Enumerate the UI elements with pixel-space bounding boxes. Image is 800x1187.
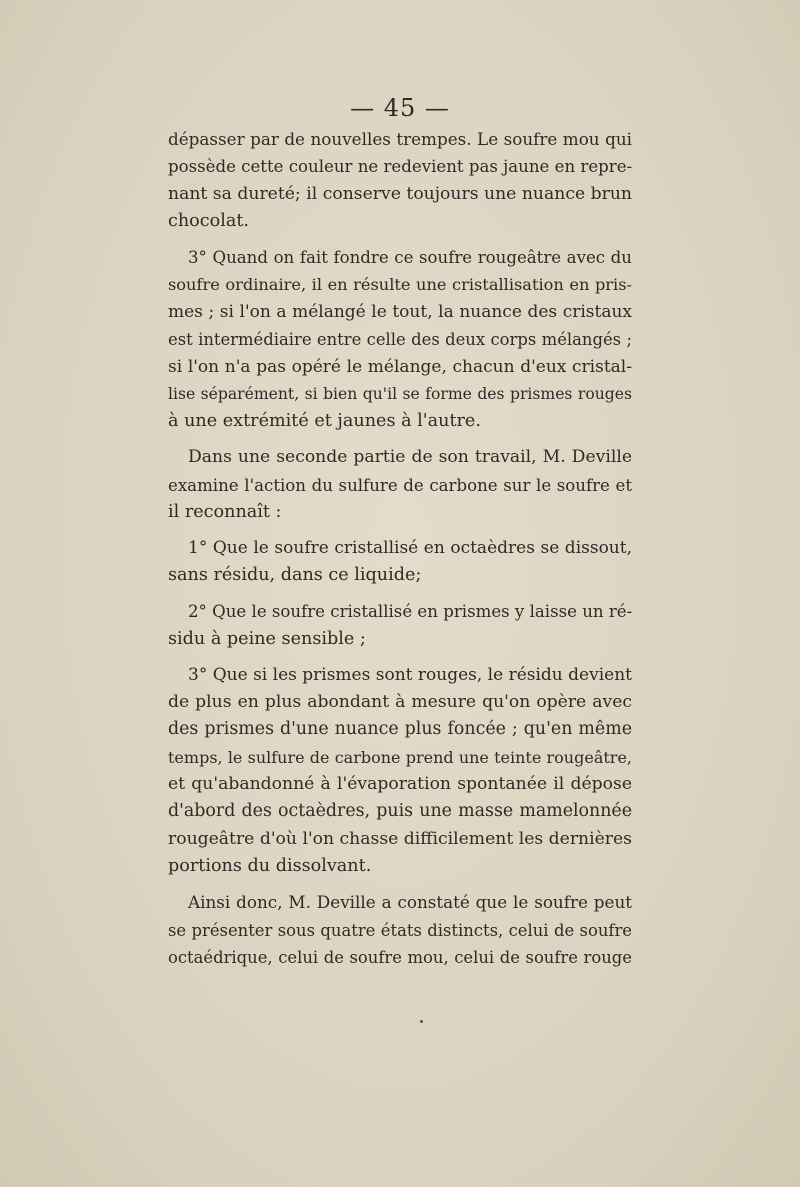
text-line: est intermédiaire entre celle des deux corps mélangés ; bbox=[168, 330, 632, 350]
text-line: chocolat. bbox=[168, 211, 250, 232]
text-line: soufre ordinaire, il en résulte une cristallisation en pris- bbox=[168, 275, 632, 295]
text-line: il reconnaît : bbox=[168, 502, 282, 523]
text-line: examine l'action du sulfure de carbone sur le soufre et bbox=[168, 475, 632, 495]
page-number: — 45 — bbox=[350, 94, 450, 122]
text-line: 3° Quand on fait fondre ce soufre rougeâtre avec du bbox=[188, 248, 632, 268]
text-line: de plus en plus abondant à mesure qu'on opère avec bbox=[168, 691, 632, 712]
text-line: 2° Que le soufre cristallisé en prismes y laisse un ré- bbox=[188, 602, 633, 622]
body-text bbox=[168, 126, 632, 971]
text-line: Ainsi donc, M. Deville a constaté que le soufre peut bbox=[188, 892, 632, 913]
text-line: Dans une seconde partie de son travail, M. Deville bbox=[188, 447, 632, 468]
text-line: nant sa dureté; il conserve toujours une nuance brun bbox=[168, 183, 632, 204]
text-line: 1° Que le soufre cristallisé en octaèdres se dissout, bbox=[188, 537, 632, 558]
text-line: mes ; si l'on a mélangé le tout, la nuance des cristaux bbox=[168, 301, 632, 322]
text-line: lise séparément, si bien qu'il se forme des prismes rouges bbox=[168, 385, 632, 404]
text-line: à une extrémité et jaunes à l'autre. bbox=[168, 411, 481, 432]
text-line: octaédrique, celui de soufre mou, celui de soufre rouge bbox=[168, 947, 632, 967]
text-line: dépasser par de nouvelles trempes. Le soufre mou qui bbox=[168, 129, 632, 149]
text-line: rougeâtre d'où l'on chasse difficilement les dernières bbox=[168, 828, 632, 849]
text-line: se présenter sous quatre états distincts, celui de soufre bbox=[168, 920, 632, 940]
text-line: possède cette couleur ne redevient pas jaune en repre- bbox=[168, 157, 633, 177]
text-line: des prismes d'une nuance plus foncée ; qu'en même bbox=[168, 719, 632, 740]
text-line: si l'on n'a pas opéré le mélange, chacun d'eux cristal- bbox=[168, 356, 632, 377]
text-line: d'abord des octaèdres, puis une masse mamelonnée bbox=[168, 801, 632, 822]
text-line: sans résidu, dans ce liquide; bbox=[168, 565, 422, 586]
text-line: portions du dissolvant. bbox=[168, 856, 372, 877]
text-line: et qu'abandonné à l'évaporation spontanée il dépose bbox=[168, 774, 632, 795]
paper-speck bbox=[420, 1020, 423, 1023]
text-line: sidu à peine sensible ; bbox=[168, 628, 366, 649]
text-line: temps, le sulfure de carbone prend une teinte rougeâtre, bbox=[168, 747, 632, 767]
text-line: 3° Que si les prismes sont rouges, le résidu devient bbox=[188, 664, 632, 685]
